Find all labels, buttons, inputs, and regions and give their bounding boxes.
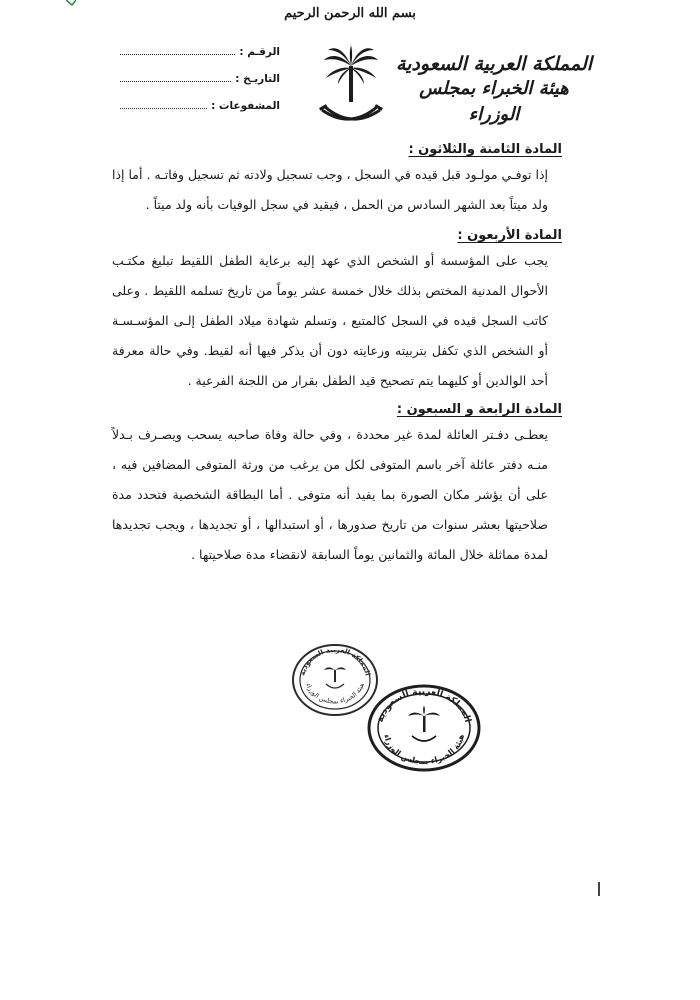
scan-edge-mark xyxy=(598,882,600,896)
ref-number-line xyxy=(120,44,235,55)
ref-date-label: التاريـخ : xyxy=(235,73,280,85)
article-74-title: المادة الرابعة و السبعون : xyxy=(396,402,562,417)
ref-attachments-line xyxy=(120,98,207,109)
kingdom-name: المملكة العربية السعودية xyxy=(395,53,593,75)
article-74-text: يعطـى دفـتر العائلة لمدة غير محددة ، وفي حالة وفاة صاحبه يسحب ويصـرف بـدلاً منـه دفتر عائلة آخر باسم المتوفى لكل من يرغب من ورثة المتوفى المضافين فيه ، على أن يؤشر مكان الصورة بما يفيد أنه متوفى . أما البطاقة الشخصية فتحدد مدة صلاحيتها بعشر سنوات من تاريخ صدورها ، أو استبدالها ، أو تجديدها ، ويجب تجديدها لمدة مماثلة خلال المائة والثمانين يوماً السابقة لانقضاء مدة صلاحيتها . xyxy=(112,427,548,562)
svg-text:هيئة الخبراء بمجلس الوزراء xyxy=(304,681,366,705)
ref-date-row xyxy=(120,71,280,98)
stamp1-outer-text: المملكة العربية السعودية xyxy=(298,645,372,677)
ref-attachments-row xyxy=(120,98,280,125)
reference-fields xyxy=(120,44,280,125)
authority-name: هيئة الخبراء بمجلس الوزراء xyxy=(419,78,569,125)
stamp2-outer-text: المملكة العربية السعودية xyxy=(375,686,473,724)
article-38-text: إذا توفـي مولـود قبل قيده في السجل ، وجب تسجيل ولادته ثم تسجيل وفاتـه . أما إذا ولد ميتاً بعد الشهر السادس من الحمل ، فيقيد في سجل الوفيات بأنه ولد ميتاً . xyxy=(112,167,548,212)
stamp1-inner-text: هيئة الخبراء بمجلس الوزراء xyxy=(304,681,366,706)
basmala-heading: بسم الله الرحمن الرحيم xyxy=(284,6,416,21)
article-40-title: المادة الأربعون : xyxy=(457,228,562,243)
stamp2-inner-text: هيئة الخبراء بمجلس الوزراء xyxy=(382,733,466,767)
article-40-text: يجب على المؤسسة أو الشخص الذي عهد إليه برعاية الطفل اللقيط تبليغ مكتـب الأحوال المدنية المختص بذلك خلال خمسة عشر يوماً من تاريخ تسلمه اللقيط . وعلى كاتب السجل قيده في السجل كالمتبع ، وتسلم شهادة ميلاد الطفل إلـى المؤسـسـة أو الشخص الذي تكفل بتربيته ورعايته دون أن يذكر فيها أنه لقيط. وفي حالة معرفة أحد الوالدين أو كليهما يتم تصحيح قيد الطفل بقرار من اللجنة الفرعية . xyxy=(112,253,548,388)
ref-date-line xyxy=(120,71,231,82)
document-body xyxy=(112,138,562,570)
svg-text:هيئة الخبراء بمجلس الوزراء xyxy=(382,733,466,766)
seal-stamp-icon xyxy=(366,682,482,772)
ref-number-row xyxy=(120,44,280,71)
ref-attachments-label: المشفوعات : xyxy=(211,100,280,112)
letterhead-title xyxy=(394,52,594,128)
article-38-title: المادة الثامنة والثلاثون : xyxy=(408,142,562,157)
palm-and-swords-emblem-icon xyxy=(318,44,384,134)
ref-number-label: الرقـم : xyxy=(239,46,280,58)
